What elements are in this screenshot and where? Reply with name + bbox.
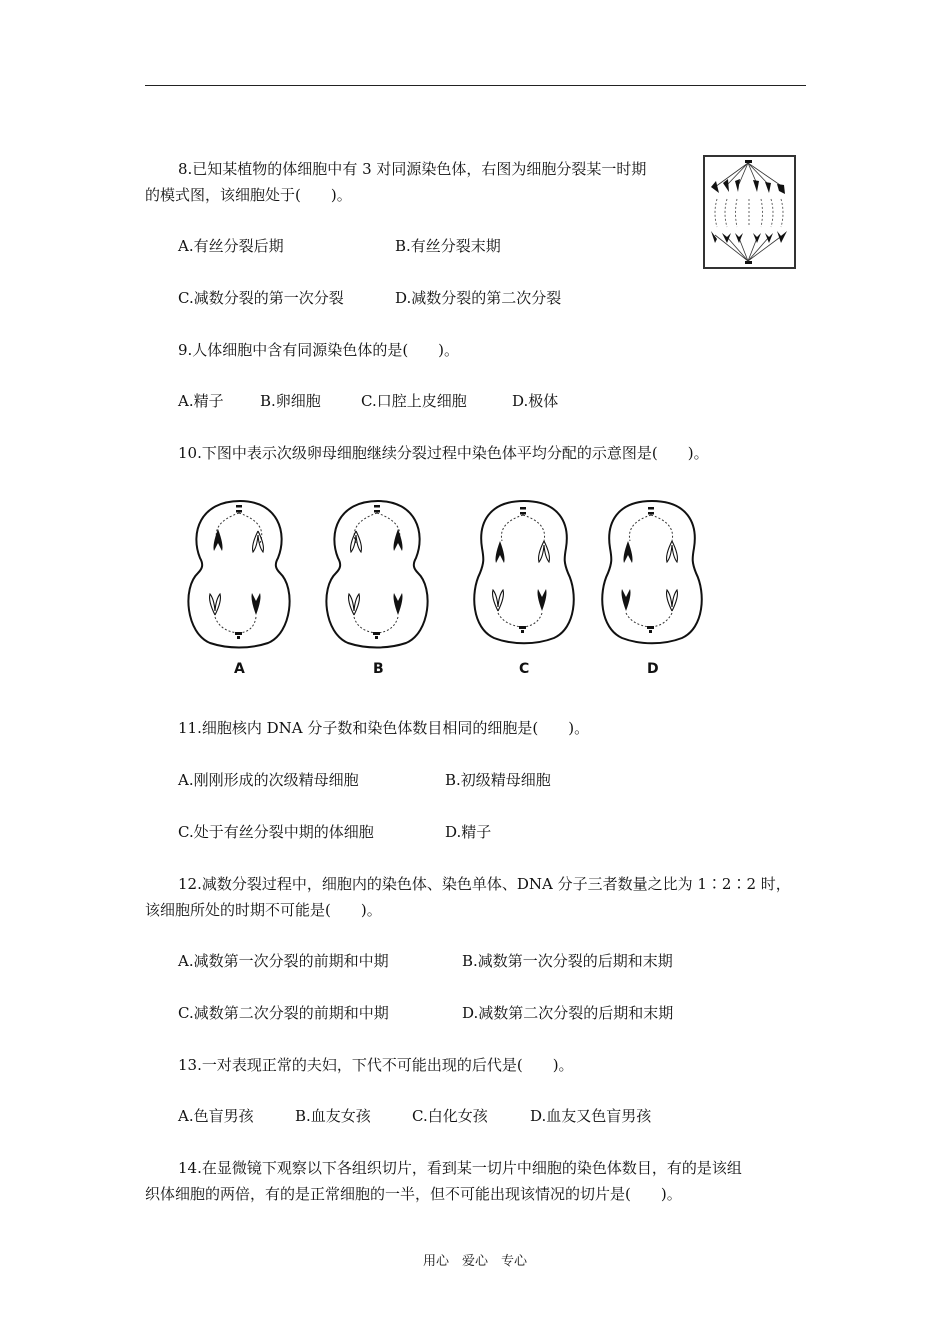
header-rule (145, 85, 806, 86)
q9-option-b: B.卵细胞 (260, 392, 321, 410)
q9-stem: 9.人体细胞中含有同源染色体的是( )。 (178, 341, 460, 359)
q12-option-b: B.减数第一次分裂的后期和末期 (462, 952, 673, 970)
cell-c (474, 501, 574, 643)
q8-option-a: A.有丝分裂后期 (178, 237, 284, 255)
q8-spindle-figure (703, 155, 796, 269)
q14-stem-line2: 织体细胞的两倍，有的是正常细胞的一半，但不可能出现该情况的切片是( )。 (145, 1185, 682, 1203)
q14-stem-line1: 14.在显微镜下观察以下各组织切片，看到某一切片中细胞的染色体数目，有的是该组 (178, 1159, 742, 1177)
q13-option-d: D.血友又色盲男孩 (530, 1107, 652, 1125)
q10-stem: 10.下图中表示次级卵母细胞继续分裂过程中染色体平均分配的示意图是( )。 (178, 444, 709, 462)
q9-option-a: A.精子 (178, 392, 224, 410)
figure-label-c: C (519, 661, 530, 677)
q11-stem: 11.细胞核内 DNA 分子数和染色体数目相同的细胞是( )。 (178, 719, 590, 737)
q8-option-b: B.有丝分裂末期 (395, 237, 501, 255)
q13-option-b: B.血友女孩 (295, 1107, 371, 1125)
q13-option-a: A.色盲男孩 (178, 1107, 254, 1125)
figure-label-b: B (373, 661, 384, 677)
q12-option-a: A.减数第一次分裂的前期和中期 (178, 952, 389, 970)
spindle-diagram (705, 157, 794, 267)
q8-stem-line1: 8.已知某植物的体细胞中有 3 对同源染色体，右图为细胞分裂某一时期 (178, 160, 647, 178)
q11-option-a: A.刚刚形成的次级精母细胞 (178, 771, 359, 789)
q9-option-c: C.口腔上皮细胞 (361, 392, 467, 410)
cell-a (188, 501, 289, 648)
q10-cell-division-figure (180, 493, 710, 683)
q11-option-c: C.处于有丝分裂中期的体细胞 (178, 823, 374, 841)
q9-option-d: D.极体 (512, 392, 559, 410)
q8-option-d: D.减数分裂的第二次分裂 (395, 289, 562, 307)
cell-division-diagrams (180, 493, 710, 683)
q12-stem-line2: 该细胞所处的时期不可能是( )。 (145, 901, 382, 919)
q12-option-d: D.减数第二次分裂的后期和末期 (462, 1004, 674, 1022)
q12-option-c: C.减数第二次分裂的前期和中期 (178, 1004, 389, 1022)
q11-option-d: D.精子 (445, 823, 492, 841)
q11-option-b: B.初级精母细胞 (445, 771, 551, 789)
q12-stem-line1: 12.减数分裂过程中，细胞内的染色体、染色单体、DNA 分子三者数量之比为 1∶2∶2 时， (178, 875, 791, 893)
q13-option-c: C.白化女孩 (412, 1107, 488, 1125)
figure-label-a: A (234, 661, 245, 677)
page-footer: 用心 爱心 专心 (422, 1254, 527, 1269)
q13-stem: 13.一对表现正常的夫妇，下代不可能出现的后代是( )。 (178, 1056, 574, 1074)
cell-b (326, 501, 427, 648)
cell-d (602, 501, 702, 643)
q8-stem-line2: 的模式图，该细胞处于( )。 (145, 186, 352, 204)
figure-label-d: D (647, 661, 659, 677)
q8-option-c: C.减数分裂的第一次分裂 (178, 289, 344, 307)
